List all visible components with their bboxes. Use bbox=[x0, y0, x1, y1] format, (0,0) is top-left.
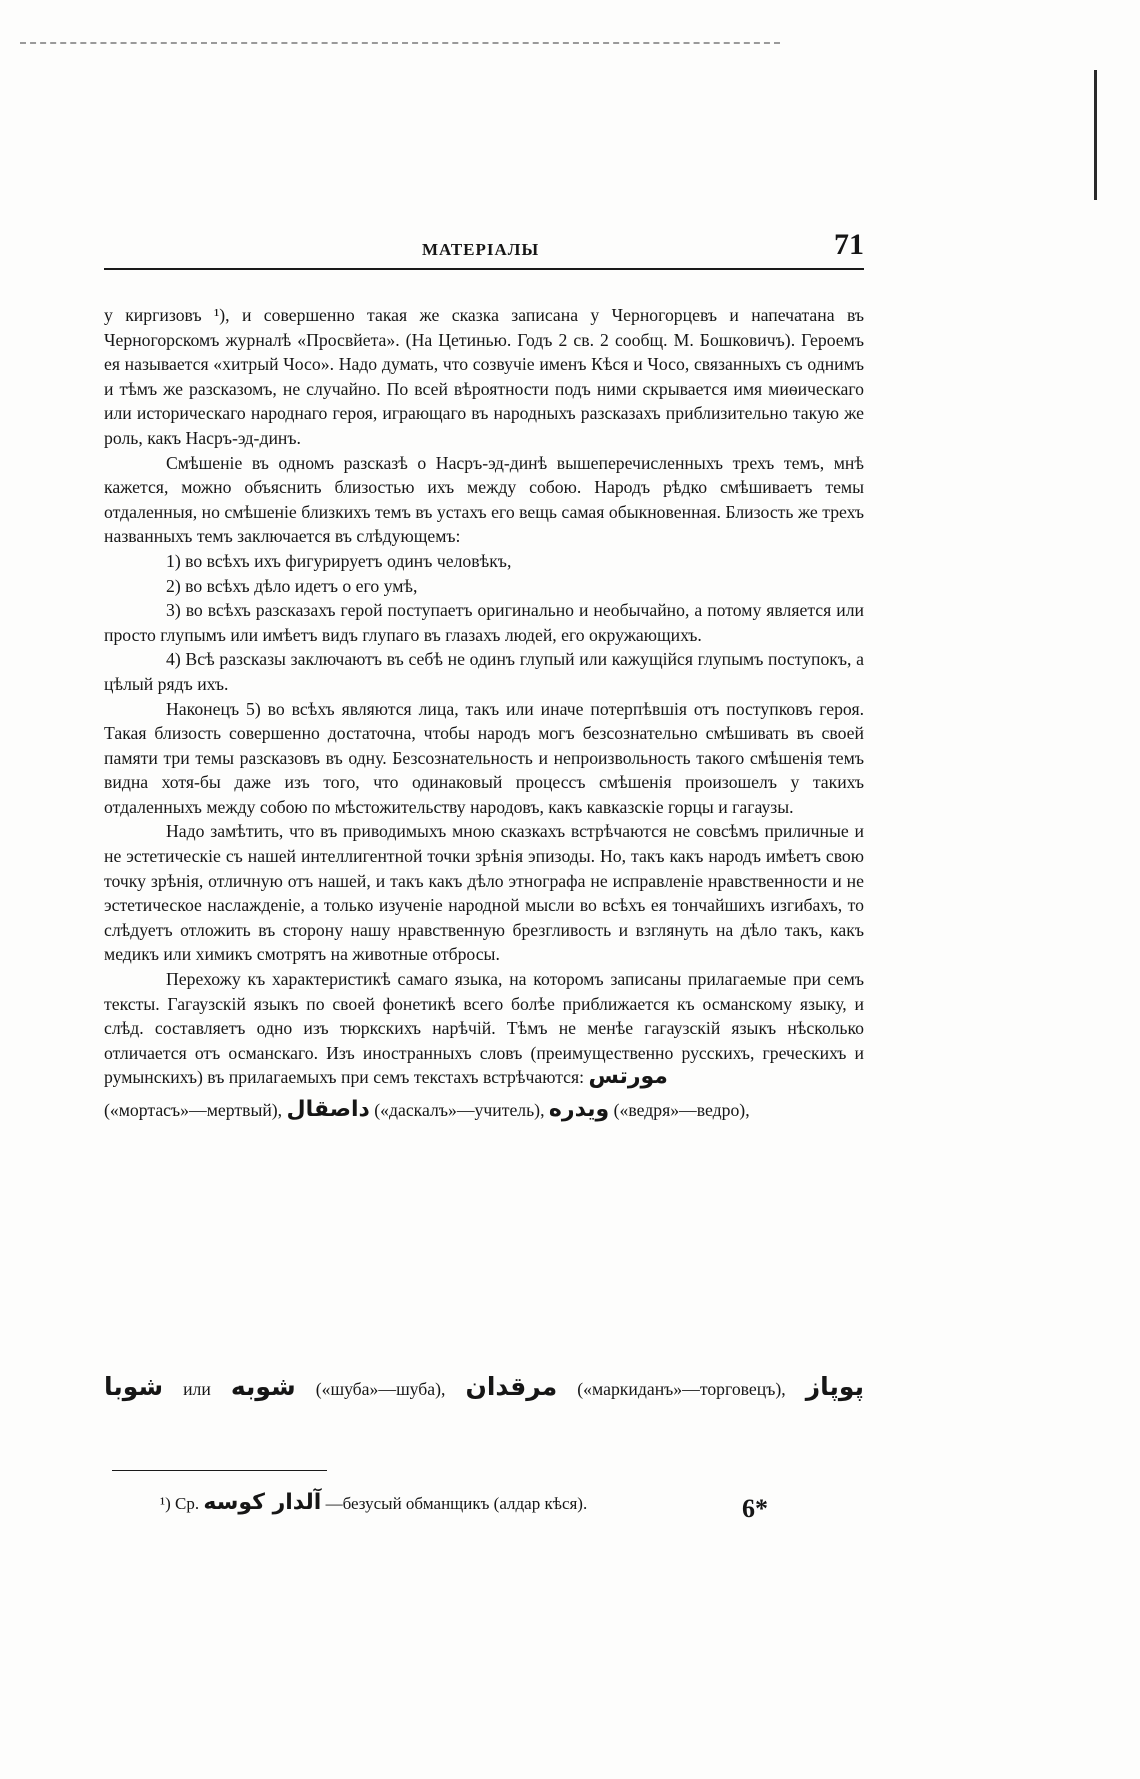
arabic-word-shuba1: شوبه bbox=[230, 1372, 296, 1401]
arabic-word-markidan: مرقدان bbox=[465, 1372, 558, 1401]
word-list-line bbox=[104, 1098, 864, 1123]
running-header bbox=[104, 228, 864, 270]
arabic-word-daskal: داصقال bbox=[286, 1097, 370, 1122]
gloss-vedrya: («ведря»—ведро), bbox=[613, 1100, 750, 1120]
footnote bbox=[160, 1490, 720, 1515]
gloss-connector: или bbox=[183, 1379, 211, 1399]
word-list-line-2 bbox=[104, 1372, 864, 1404]
list-item: 4) Всѣ разсказы заключаютъ въ себѣ не одинъ глупый или кажущійся глупымъ поступокъ, а цѣлый рядъ ихъ. bbox=[104, 649, 864, 694]
gloss-shuba: («шуба»—шуба), bbox=[315, 1379, 446, 1399]
gloss-daskal: («даскалъ»—учитель), bbox=[374, 1100, 545, 1120]
scan-artifact-line bbox=[20, 42, 780, 44]
arabic-word-pupaz: پوپاز bbox=[805, 1372, 864, 1401]
paragraph: Наконецъ 5) во всѣхъ являются лица, такъ или иначе потерпѣвшія отъ поступковъ героя. Такая близость совершенно достаточна, чтобы народъ могъ безсознательно смѣшивать въ своей памяти три темы разсказовъ въ одну. Безсознательность и непроизвольность такого смѣшенія темъ видна хотя-бы даже изъ того, что одинаковый процессъ смѣшенія произошелъ у такихъ отдаленныхъ между собою по мѣстожительству народовъ, какъ кавказскіе горцы и гагаузы. bbox=[104, 698, 864, 817]
main-text bbox=[104, 303, 864, 1123]
arabic-word-vedrya: ویدره bbox=[548, 1097, 610, 1122]
footnote-marker: ¹) Ср. bbox=[160, 1494, 200, 1513]
paragraph-text: Перехожу къ характеристикѣ самаго языка, на которомъ записаны прилагаемые при семъ тексты. Гагаузскій языкъ по своей фонетикѣ всего болѣе приближается къ османскому языку, и слѣд. составляетъ одно изъ тюркскихъ нарѣчій. Тѣмъ не менѣе гагаузскій языкъ нѣсколько отличается отъ османскаго. Изъ иностранныхъ словъ (преимущественно русскихъ, греческихъ и румынскихъ) въ прилагаемыхъ при семъ текстахъ встрѣчаются: bbox=[104, 969, 864, 1088]
scan-edge-mark bbox=[1094, 70, 1097, 200]
list-item: 2) во всѣхъ дѣло идетъ о его умѣ, bbox=[166, 575, 418, 596]
footnote-arabic: آلدار کوسه bbox=[203, 1490, 322, 1515]
running-title: МАТЕРІАЛЫ bbox=[422, 240, 540, 259]
arabic-word-mortas: مورتس bbox=[588, 1064, 668, 1090]
list-item: 1) во всѣхъ ихъ фигурируетъ одинъ человѣкъ, bbox=[166, 550, 512, 571]
paragraph: у киргизовъ ¹), и совершенно такая же сказка записана у Черногорцевъ и напечатана въ Черногорскомъ журналѣ «Просвйета». (На Цетинью. Годъ 2 св. 2 сообщ. М. Бошковичъ). Героемъ ея называется «хитрый Чосо». Надо думать, что созвучіе именъ Кѣся и Чосо, связанныхъ съ однимъ и тѣмъ же разсказомъ, не случайно. По всей вѣроятности подъ ними скрывается имя миѳическаго или историческаго народнаго героя, играющаго въ народныхъ разсказахъ приблизительно такую же роль, какъ Насръ-эд-динъ. bbox=[104, 305, 864, 448]
arabic-word-shuba2: شوبا bbox=[104, 1372, 164, 1401]
footnote-divider bbox=[112, 1470, 327, 1471]
gloss-mortas: («мортасъ»—мертвый), bbox=[104, 1100, 283, 1120]
list-item: 3) во всѣхъ разсказахъ герой поступаетъ оригинально и необычайно, а потому является или просто глупымъ или имѣетъ видъ глупаго въ глазахъ людей, его окружающихъ. bbox=[104, 600, 864, 645]
paragraph bbox=[104, 967, 864, 1090]
paragraph: Надо замѣтить, что въ приводимыхъ мною сказкахъ встрѣчаются не совсѣмъ приличные и не эстетическіе съ нашей интеллигентной точки зрѣнія эпизоды. Но, такъ какъ народъ имѣетъ свою точку зрѣнія, отличную отъ нашей, и такъ какъ дѣло этнографа не исправленіе нравственности и не эстетическое наслажденіе, а только изученіе народной мысли во всѣхъ ея тончайшихъ изгибахъ, то слѣдуетъ отложить въ сторону нашу нравственную брезгливость и взглянуть на дѣло такъ, какъ медикъ или химикъ смотрятъ на животные отбросы. bbox=[104, 821, 864, 965]
paragraph: Смѣшеніе въ одномъ разсказѣ о Насръ-эд-динѣ вышеперечисленныхъ трехъ темъ, мнѣ кажется, можно объяснить близостью ихъ между собою. Народъ рѣдко смѣшиваетъ темы отдаленныя, но смѣшеніе близкихъ темъ въ устахъ его вещь самая обыкновенная. Близость же трехъ названныхъ темъ заключается въ слѣдующемъ: bbox=[104, 452, 864, 547]
signature-mark: 6* bbox=[742, 1494, 768, 1523]
page-number: 71 bbox=[834, 228, 864, 261]
gloss-markidan: («маркиданъ»—торговецъ), bbox=[577, 1379, 786, 1399]
footnote-text: —безусый обманщикъ (алдар кѣся). bbox=[325, 1494, 588, 1513]
